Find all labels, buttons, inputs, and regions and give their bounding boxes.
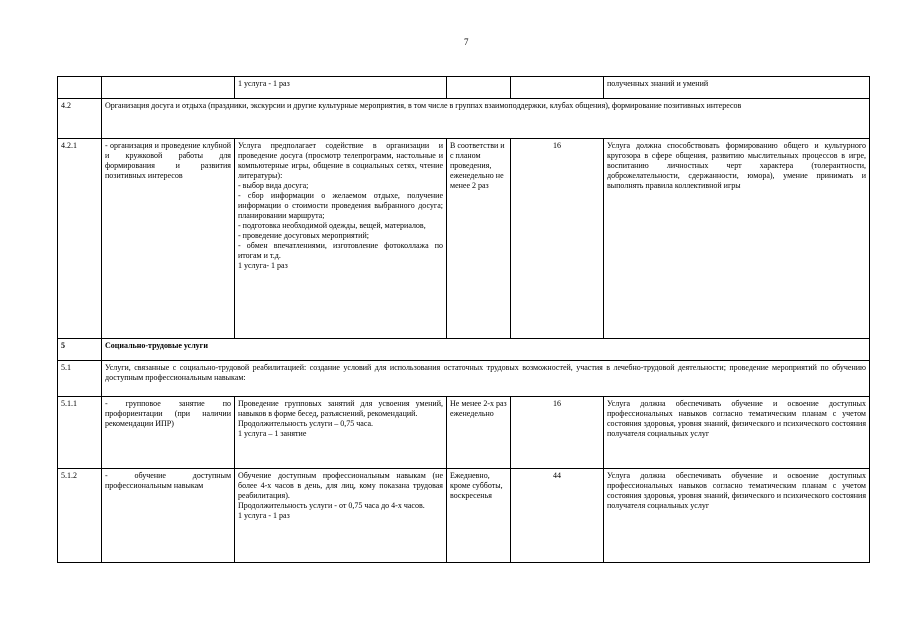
cell-num: 5.1.1 bbox=[58, 397, 102, 469]
cell-period: Ежедневно, кроме субботы, воскресенья bbox=[447, 469, 511, 563]
cell-desc: Услуга предполагает содействие в организации и проведение досуга (просмотр телепрограмм, настольные и компьютерные игры, общение в социальных сетях, чтение литературы): - выбор вида досуга; - сбор информации о желаемом отдыхе, получение информации о стоимости проведения выбранного досуга; планировании маршрута; - подготовка необходимой одежды, вещей, материалов, - проведение досуговых мероприятий; - обмен впечатлениями, изготовление фотоколлажа по итогам и т.д. 1 услуга- 1 раз bbox=[235, 139, 447, 339]
cell-quality: Услуга должна обеспечивать обучение и освоение доступных профессиональных навыков согласно тематическим планам с учетом состояния здоровья, уровня знаний, физического и психического состояния получателя социальных услуг bbox=[604, 397, 870, 469]
cell-volume: 16 bbox=[511, 139, 604, 339]
table-row-section bbox=[58, 99, 870, 139]
cell-name bbox=[102, 77, 235, 99]
cell-desc: 1 услуга - 1 раз bbox=[235, 77, 447, 99]
cell-volume: 44 bbox=[511, 469, 604, 563]
cell-quality: Услуга должна обеспечивать обучение и освоение доступных профессиональных навыков согласно тематическим планам с учетом состояния здоровья, уровня знаний, физического и психического состояния получателя социальных услуг bbox=[604, 469, 870, 563]
cell-period: В соответстви и с планом проведения, еженедельно не менее 2 раз bbox=[447, 139, 511, 339]
table-row bbox=[58, 139, 870, 339]
table-row bbox=[58, 469, 870, 563]
cell-volume bbox=[511, 77, 604, 99]
cell-desc: Обучение доступным профессиональным навыкам (не более 4-х часов в день, для лиц, кому показана трудовая реабилитация). Продолжительность услуги - от 0,75 часа до 4-х часов. 1 услуга - 1 раз bbox=[235, 469, 447, 563]
page-number: 7 bbox=[464, 37, 469, 47]
cell-quality: полученных знаний и умений bbox=[604, 77, 870, 99]
cell-num: 4.2 bbox=[58, 99, 102, 139]
cell-num: 4.2.1 bbox=[58, 139, 102, 339]
cell-name: - групповое занятие по профориентации (при наличии рекомендации ИПР) bbox=[102, 397, 235, 469]
cell-num: 5.1 bbox=[58, 361, 102, 397]
table-row-section bbox=[58, 361, 870, 397]
table-row bbox=[58, 77, 870, 99]
cell-desc: Проведение групповых занятий для усвоения умений, навыков в форме бесед, разъяснений, рекомендаций. Продолжительность услуги – 0,75 часа. 1 услуга – 1 занятие bbox=[235, 397, 447, 469]
section-title: Услуги, связанные с социально-трудовой реабилитацией: создание условий для использования остаточных трудовых возможностей, участия в лечебно-трудовой деятельности; проведение мероприятий по обучению доступным профессиональным навыкам: bbox=[102, 361, 870, 397]
cell-volume: 16 bbox=[511, 397, 604, 469]
cell-num: 5.1.2 bbox=[58, 469, 102, 563]
cell-period: Не менее 2-х раз еженедельно bbox=[447, 397, 511, 469]
cell-name: - обучение доступным профессиональным навыкам bbox=[102, 469, 235, 563]
cell-num bbox=[58, 77, 102, 99]
heading-title: Социально-трудовые услуги bbox=[102, 339, 870, 361]
cell-quality: Услуга должна способствовать формированию общего и культурного кругозора в сфере общения, развитию мыслительных процессов в игре, воспитанию личностных черт характера (толерантности, доброжелательности, сдержанности, юмора), умение принимать и выполнять правила коллективной игры bbox=[604, 139, 870, 339]
cell-num: 5 bbox=[58, 339, 102, 361]
table-row bbox=[58, 397, 870, 469]
services-table bbox=[57, 76, 870, 563]
cell-period bbox=[447, 77, 511, 99]
cell-name: - организация и проведение клубной и кружковой работы для формирования и развития позитивных интересов bbox=[102, 139, 235, 339]
table-row-heading bbox=[58, 339, 870, 361]
section-title: Организация досуга и отдыха (праздники, экскурсии и другие культурные мероприятия, в том числе в группах взаимоподдержки, клубах общения), формирование позитивных интересов bbox=[102, 99, 870, 139]
